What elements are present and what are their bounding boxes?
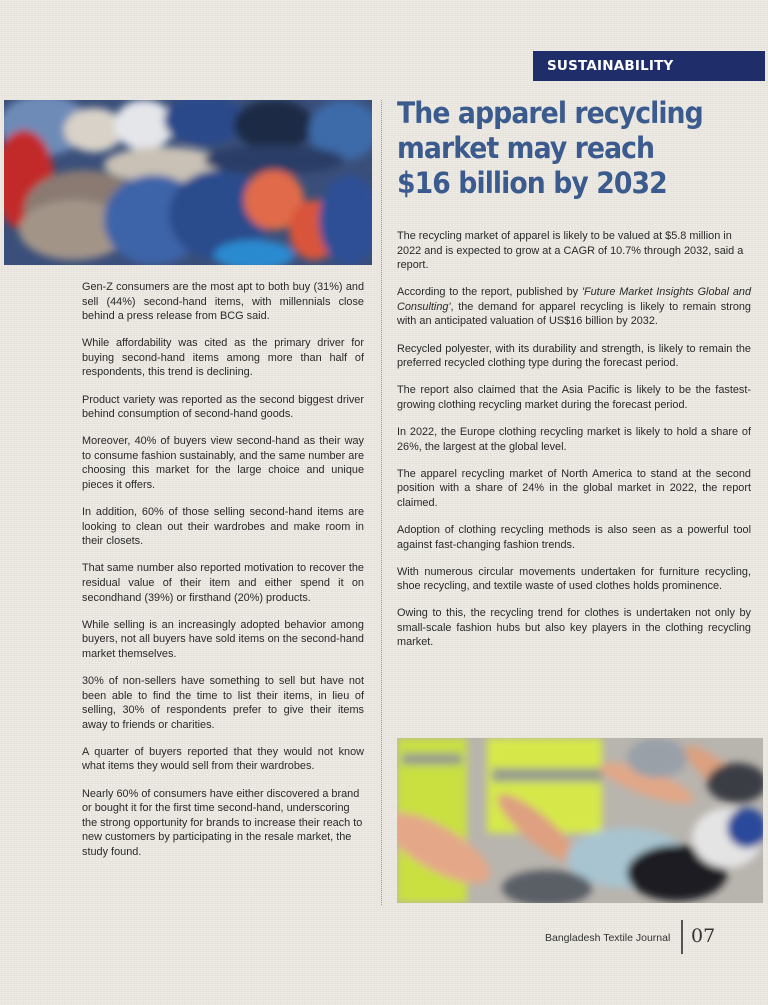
paragraph: Owing to this, the recycling trend for clothes is undertaken not only by small-scale fashion hubs but also key players in the clothing recycling market.	[397, 607, 751, 649]
paragraph: Nearly 60% of consumers have either discovered a brand or bought it for the first time second-hand, underscoring the strong opportunity for brands to increase their reach to new customers by participating in the resale market, the study found.	[82, 787, 363, 858]
paragraph: While selling is an increasingly adopted behavior among buyers, not all buyers have sold items on the second-hand market themselves.	[82, 618, 364, 660]
headline	[397, 96, 728, 201]
lead-paragraph: The recycling market of apparel is likely to be valued at $5.8 million in 2022 and is expected to grow at a CAGR of 10.7% through 2032, said a report.	[397, 230, 744, 272]
paragraph: A quarter of buyers reported that they would not know what items they would sell from their wardrobes.	[82, 745, 364, 773]
section-tag: SUSTAINABILITY	[533, 51, 765, 81]
pile-of-used-clothes-photo	[4, 100, 372, 265]
paragraph: 30% of non-sellers have something to sell but have not been able to find the time to list their items, in lieu of selling, 30% of respondents prefer to give their items away to friends or charities.	[82, 674, 364, 731]
footer-divider	[681, 920, 683, 954]
paragraph: Product variety was reported as the second biggest driver behind consumption of second-hand goods.	[82, 393, 364, 421]
text: , the demand for apparel recycling is likely to remain strong with an anticipated valuation of US$16 billion by 2032.	[397, 300, 751, 328]
headline-line-2: market may reach	[397, 131, 655, 165]
paragraph: Recycled polyester, with its durability and strength, is likely to remain the preferred recycled clothing type during the forecast period.	[397, 342, 751, 370]
paragraph: In 2022, the Europe clothing recycling market is likely to hold a share of 26%, the largest at the global level.	[397, 425, 751, 453]
headline-line-1: The apparel recycling	[397, 96, 703, 130]
paragraph: Moreover, 40% of buyers view second-hand as their way to consume fashion sustainably, and the same number are choosing this market for the large choice and unique pieces it offers.	[82, 435, 364, 492]
paragraph: The report also claimed that the Asia Pacific is likely to be the fastest-growing clothing recycling market during the forecast period.	[397, 384, 751, 411]
paragraph: Adoption of clothing recycling methods is also seen as a powerful tool against fast-changing fashion trends.	[397, 523, 751, 551]
right-column	[397, 229, 751, 663]
source-name: 'Future Market Insights Global and Consulting'	[397, 286, 751, 313]
paragraph: With numerous circular movements undertaken for furniture recycling, shoe recycling, and textile waste of used clothes holds prominence.	[397, 565, 751, 593]
journal-name: Bangladesh Textile Journal	[545, 932, 671, 944]
page-number: 07	[691, 925, 716, 947]
column-divider	[381, 100, 382, 905]
paragraph: That same number also reported motivation to recover the residual value of their item and either spend it on secondhand (39%) or firsthand (20%) products.	[82, 562, 364, 604]
left-column	[82, 280, 364, 872]
headline-line-3: $16 billion by 2032	[397, 166, 667, 200]
paragraph: The apparel recycling market of North America to stand at the second position with a share of 24% in the global market in 2022, the report claimed.	[397, 467, 751, 509]
paragraph: In addition, 60% of those selling second-hand items are looking to clean out their wardrobes and make room in their closets.	[82, 506, 364, 548]
workers-sorting-clothes-photo	[397, 738, 763, 903]
paragraph: While affordability was cited as the primary driver for buying second-hand items among more than half of respondents, this trend is declining.	[82, 337, 364, 379]
text: According to the report, published by	[397, 286, 582, 299]
paragraph: Gen-Z consumers are the most apt to both buy (31%) and sell (44%) second-hand items, with millennials close behind a press release from BCG said.	[82, 281, 364, 323]
paragraph	[397, 285, 751, 329]
